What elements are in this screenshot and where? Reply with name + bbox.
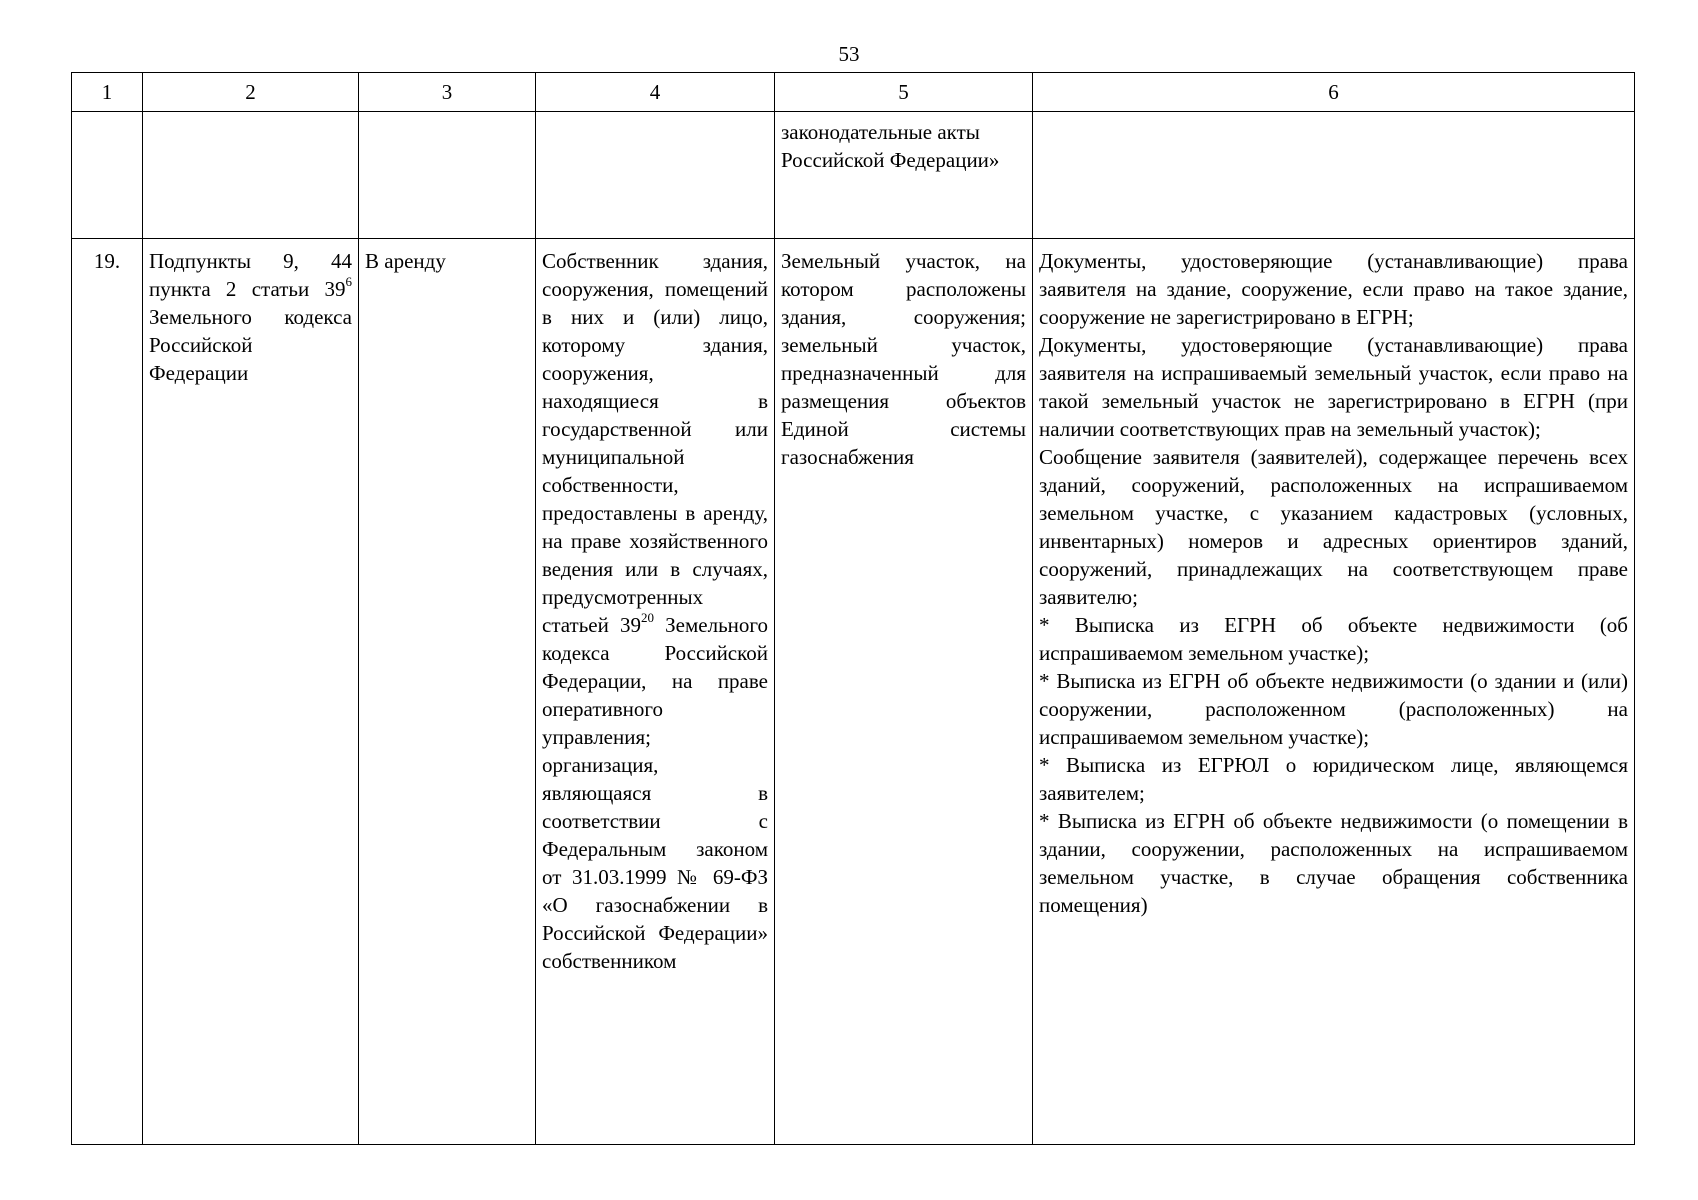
cont-cell-3 (359, 112, 536, 239)
cont-cell-2 (143, 112, 359, 239)
cont-cell-4 (536, 112, 775, 239)
applicant-text: Собственник здания, сооружения, помещений в них и (или) лицо, которому здания, сооружения, находящиеся в государственной или муниципальной собственности, предоставлены в аренду, на праве хозяйственного ведения или в случаях, предусмотренных статьей $39^{20}$ Земельного кодекса Российской Федерации, на праве оперативного управления; организация, являющаяся в соответствии с Федеральным законом от 31.03.1999 № 69-ФЗ «О газоснабжении в Российской Федерации» собственником (542, 249, 768, 973)
table-row-19 (72, 239, 1635, 1145)
table-header-row (72, 73, 1635, 112)
applicant-sup: 20 (641, 610, 654, 625)
document-item: * Выписка из ЕГРЮЛ о юридическом лице, являющемся заявителем; (1039, 753, 1628, 805)
land-plot-text: Земельный участок, на котором расположены здания, сооружения; земельный участок, предназначенный для размещения объектов Единой системы газоснабжения (781, 249, 1026, 469)
legal-basis-cell (143, 239, 359, 1145)
document-item: * Выписка из ЕГРН об объекте недвижимости (о помещении в здании, сооружении, расположенных на испрашиваемом земельном участке, в случае обращения собственника помещения) (1039, 809, 1628, 917)
cont-cell-5-text: законодательные акты Российской Федерации» (781, 120, 1000, 172)
right-type-text: В аренду (365, 249, 446, 273)
right-type-cell (359, 239, 536, 1145)
header-cell-6: 6 (1033, 73, 1635, 112)
document-table (71, 72, 1635, 1145)
legal-basis-sup: 6 (345, 274, 352, 289)
document-item: Документы, удостоверяющие (устанавливающие) права заявителя на испрашиваемый земельный участок, если право на такой земельный участок не зарегистрировано в ЕГРН (при наличии соответствующих прав на земельный участок); (1039, 333, 1628, 441)
document-item: * Выписка из ЕГРН об объекте недвижимости (о здании и (или) сооружении, расположенном (расположенных) на испрашиваемом земельном участке); (1039, 669, 1628, 749)
documents-cell (1033, 239, 1635, 1145)
document-item: * Выписка из ЕГРН об объекте недвижимости (об испрашиваемом земельном участке); (1039, 613, 1628, 665)
header-cell-2: 2 (143, 73, 359, 112)
table-row-continuation (72, 112, 1635, 239)
cont-cell-1 (72, 112, 143, 239)
header-cell-5: 5 (775, 73, 1033, 112)
header-cell-1: 1 (72, 73, 143, 112)
document-item: Документы, удостоверяющие (устанавливающие) права заявителя на здание, сооружение, если право на такое здание, сооружение не зарегистрировано в ЕГРН; (1039, 249, 1628, 329)
page-number: 53 (838, 42, 860, 66)
land-plot-cell (775, 239, 1033, 1145)
row-number: 19. (72, 239, 143, 1145)
cont-cell-5 (775, 112, 1033, 239)
document-item: Сообщение заявителя (заявителей), содержащее перечень всех зданий, сооружений, расположенных на испрашиваемом земельном участке, с указанием кадастровых (условных, инвентарных) номеров и адресных ориентиров зданий, сооружений, принадлежащих на соответствующем праве заявителю; (1039, 445, 1628, 609)
header-cell-4: 4 (536, 73, 775, 112)
applicant-cell (536, 239, 775, 1145)
legal-basis-text: Подпункты 9, 44 пункта 2 статьи $39^6$ Земельного кодекса Российской Федерации (149, 249, 352, 385)
header-cell-3: 3 (359, 73, 536, 112)
cont-cell-6 (1033, 112, 1635, 239)
